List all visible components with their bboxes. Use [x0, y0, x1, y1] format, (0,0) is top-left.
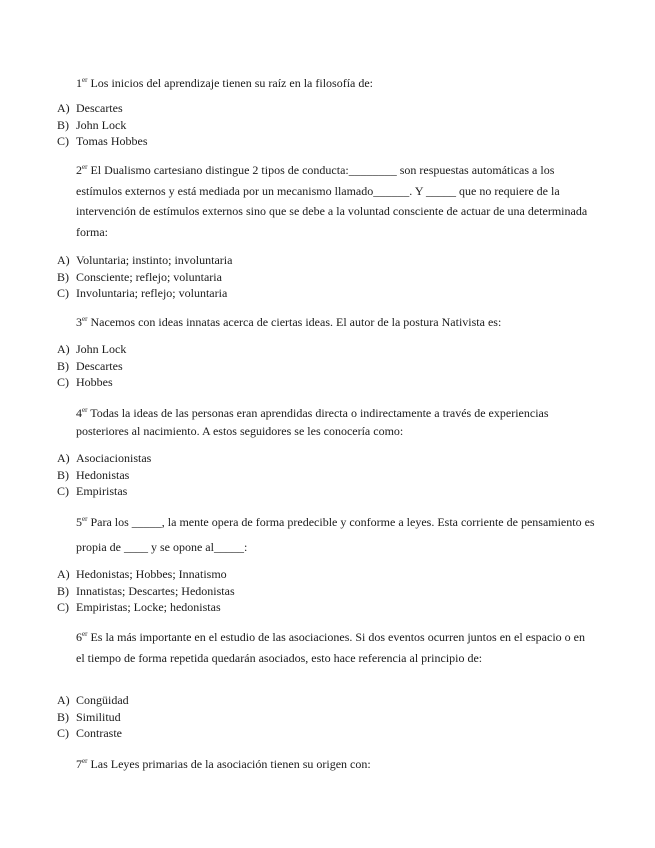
- question-ordinal: er: [82, 76, 88, 84]
- option-a[interactable]: A) Asociacionistas: [57, 451, 152, 465]
- question-number: 3: [76, 315, 82, 329]
- option-c[interactable]: C) Empiristas; Locke; hedonistas: [57, 600, 221, 614]
- question-6: [76, 627, 596, 668]
- question-number: 1: [76, 76, 82, 90]
- option-a[interactable]: A) Hedonistas; Hobbes; Innatismo: [57, 567, 227, 581]
- question-2: [76, 160, 596, 242]
- question-5: [76, 510, 596, 560]
- option-b[interactable]: B) Descartes: [57, 358, 123, 373]
- option-a[interactable]: A) John Lock: [57, 342, 127, 356]
- option-c[interactable]: C) Empiristas: [57, 484, 128, 498]
- option-b[interactable]: B) John Lock: [57, 117, 127, 132]
- question-number: 4: [76, 406, 82, 420]
- question-3: [76, 312, 596, 332]
- options-1: [57, 100, 147, 150]
- question-text: Nacemos con ideas innatas acerca de ciertas ideas. El autor de la postura Nativista es:: [87, 315, 502, 329]
- options-3: [57, 341, 126, 391]
- options-4: [57, 450, 151, 500]
- options-2: [57, 252, 232, 302]
- question-1: [76, 73, 596, 93]
- options-6: [57, 692, 129, 742]
- question-7: [76, 754, 596, 774]
- option-c[interactable]: C) Tomas Hobbes: [57, 134, 148, 148]
- question-ordinal: er: [82, 163, 88, 171]
- option-a[interactable]: A) Voluntaria; instinto; involuntaria: [57, 253, 233, 267]
- option-b[interactable]: B) Similitud: [57, 709, 121, 724]
- option-b[interactable]: B) Consciente; reflejo; voluntaria: [57, 269, 222, 284]
- question-number: 6: [76, 630, 82, 644]
- question-ordinal: er: [82, 757, 88, 765]
- question-text: Para los _____, la mente opera de forma predecible y conforme a leyes. Esta corriente de pensamiento es propia de ____ y se opone al_____:: [76, 515, 595, 554]
- question-ordinal: er: [82, 515, 88, 523]
- option-b[interactable]: B) Innatistas; Descartes; Hedonistas: [57, 583, 235, 598]
- question-text: Es la más importante en el estudio de las asociaciones. Si dos eventos ocurren juntos en el espacio o en el tiempo de forma repetida quedarán asociados, esto hace referencia al principio de:: [76, 630, 585, 665]
- option-c[interactable]: C) Involuntaria; reflejo; voluntaria: [57, 286, 228, 300]
- question-number: 5: [76, 515, 82, 529]
- question-text: Las Leyes primarias de la asociación tienen su origen con:: [87, 757, 371, 771]
- question-ordinal: er: [82, 406, 88, 414]
- options-5: [57, 566, 235, 616]
- option-c[interactable]: C) Hobbes: [57, 375, 113, 389]
- question-ordinal: er: [82, 630, 88, 638]
- question-number: 7: [76, 757, 82, 771]
- option-c[interactable]: C) Contraste: [57, 726, 122, 740]
- question-text: El Dualismo cartesiano distingue 2 tipos de conducta:________ son respuestas automáticas a los estímulos externos y está mediada por un mecanismo llamado______. Y _____ que no requiere de la intervención de estímulos externos sino que se debe a la voluntad consciente de actuar de una determinada forma:: [76, 163, 588, 239]
- question-ordinal: er: [82, 315, 88, 323]
- option-a[interactable]: A) Congüidad: [57, 693, 129, 707]
- option-a[interactable]: A) Descartes: [57, 101, 123, 115]
- question-4: [76, 404, 596, 440]
- question-number: 2: [76, 163, 82, 177]
- question-text: Todas la ideas de las personas eran aprendidas directa o indirectamente a través de experiencias posteriores al nacimiento. A estos seguidores se les conocería como:: [76, 406, 549, 438]
- question-text: Los inicios del aprendizaje tienen su raíz en la filosofía de:: [87, 76, 374, 90]
- option-b[interactable]: B) Hedonistas: [57, 467, 130, 482]
